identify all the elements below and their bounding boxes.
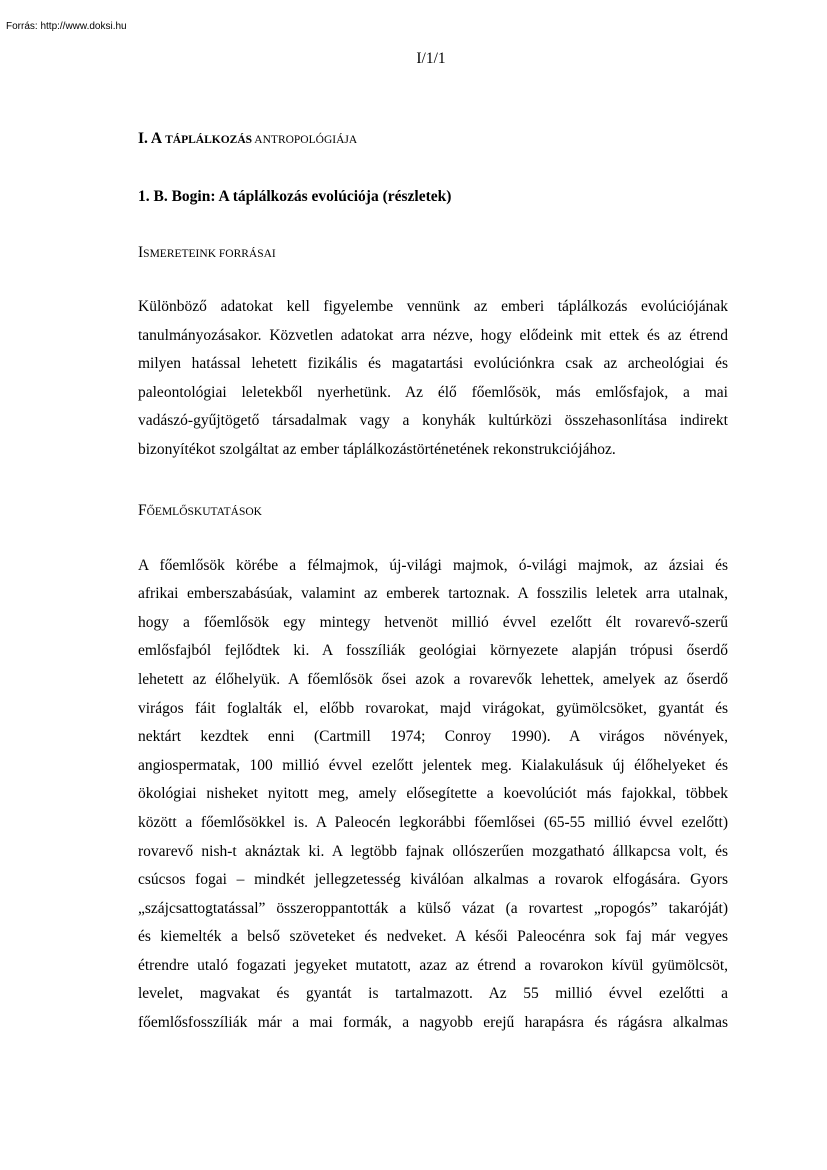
paragraph-line: hogy a főemlősök egy mintegy hetvenöt millió évvel ezelőtt élt rovarevő-szerű: [138, 613, 728, 631]
paragraph-line: tanulmányozásakor. Közvetlen adatokat arra nézve, hogy elődeink mit ettek és az étrend: [138, 326, 728, 344]
paragraph-line: és kiemelték a belső szöveteket és nedveket. A késői Paleocénra sok faj már vegyes: [138, 928, 728, 946]
section-heading-primate-research: [138, 501, 728, 522]
chapter-heading: [138, 129, 728, 150]
paragraph-line: angiospermatak, 100 millió évvel ezelőtt jelentek meg. Kialakulásuk új élőhelyeket és: [138, 756, 728, 774]
paragraph-line: emlősfajból fejlődtek ki. A fosszíliák geológiai környezete alapján trópusi őserdő: [138, 642, 728, 660]
paragraph-primate-research: [138, 552, 728, 1038]
chapter-title-bold: TÁPLÁLKOZÁS: [165, 134, 253, 146]
chapter-title-rest: ANTROPOLÓGIÁJA: [252, 134, 358, 146]
paragraph-line: Különböző adatokat kell figyelembe vennünk az emberi táplálkozás evolúciójának: [138, 298, 728, 315]
paragraph-line: paleontológiai leletekből nyerhetünk. Az élő főemlősök, más emlősfajok, a mai: [138, 383, 728, 401]
section-heading-sources: [138, 243, 728, 264]
page-number: I/1/1: [416, 50, 446, 67]
paragraph-line: főemlősfosszíliák már a mai formák, a nagyobb erejű harapásra és rágásra alkalmas: [138, 1014, 728, 1032]
paragraph-line: étrendre utaló fogazati jegyeket mutatott, azaz az étrend a rovarokon kívül gyümölcsöt,: [138, 956, 728, 974]
paragraph-line: „szájcsattogtatással” összeroppantották a külső vázat (a rovartest „ropogós” takaróját): [138, 899, 728, 917]
paragraph-line: A főemlősök körébe a félmajmok, új-világi majmok, ó-világi majmok, az ázsiai és: [138, 556, 728, 574]
paragraph-line: levelet, magvakat és gyantát is tartalmazott. Az 55 millió évvel ezelőtti a: [138, 985, 728, 1003]
paragraph-line: között a főemlősökkel is. A Paleocén legkorábbi főemlősei (65-55 millió évvel ezelőtt): [138, 813, 728, 831]
document-body: [138, 129, 728, 1038]
paragraph-sources: [138, 293, 728, 465]
article-title: 1. B. Bogin: A táplálkozás evolúciója (részletek): [138, 188, 452, 205]
section-heading-initial: I: [138, 244, 144, 261]
paragraph-line: afrikai emberszabásúak, valamint az emberek tartoznak. A fosszilis leletek arra utalnak,: [138, 585, 728, 603]
section-heading-rest: ŐEMLŐSKUTATÁSOK: [146, 505, 262, 518]
section-heading-rest: SMERETEINK FORRÁSAI: [143, 248, 276, 260]
paragraph-line: virágos fáit foglalták el, előbb rovarokat, majd virágokat, gyümölcsöket, gyantát és: [138, 699, 728, 717]
chapter-numeral: I. A: [138, 130, 166, 147]
paragraph-line: ökológiai nisheket nyitott meg, amely elősegítette a koevolúciót más fajokkal, többek: [138, 785, 728, 803]
paragraph-line: vadászó-gyűjtögető társadalmak vagy a konyhák kultúrközi összehasonlítása indirekt: [138, 412, 728, 430]
source-label: Forrás: http://www.doksi.hu: [6, 21, 127, 32]
paragraph-line: nektárt kezdtek enni (Cartmill 1974; Conroy 1990). A virágos növények,: [138, 728, 728, 746]
paragraph-line: bizonyítékot szolgáltat az ember táplálkozástörténetének rekonstrukciójához.: [138, 440, 616, 458]
paragraph-line: lehetett az élőhelyük. A főemlősök ősei azok a rovarevők lehettek, amelyek az őserdő: [138, 670, 728, 688]
section-heading-initial: F: [138, 501, 147, 519]
paragraph-line: milyen hatással lehetett fizikális és magatartási evolúciónkra csak az archeológiai és: [138, 355, 728, 373]
paragraph-line: rovarevő nish-t aknáztak ki. A legtöbb fajnak ollószerűen mozgatható állkapcsa volt, és: [138, 842, 728, 860]
paragraph-line: csúcsos fogai – mindkét jellegzetesség kiválóan alkalmas a rovarok elfogására. Gyors: [138, 871, 728, 889]
